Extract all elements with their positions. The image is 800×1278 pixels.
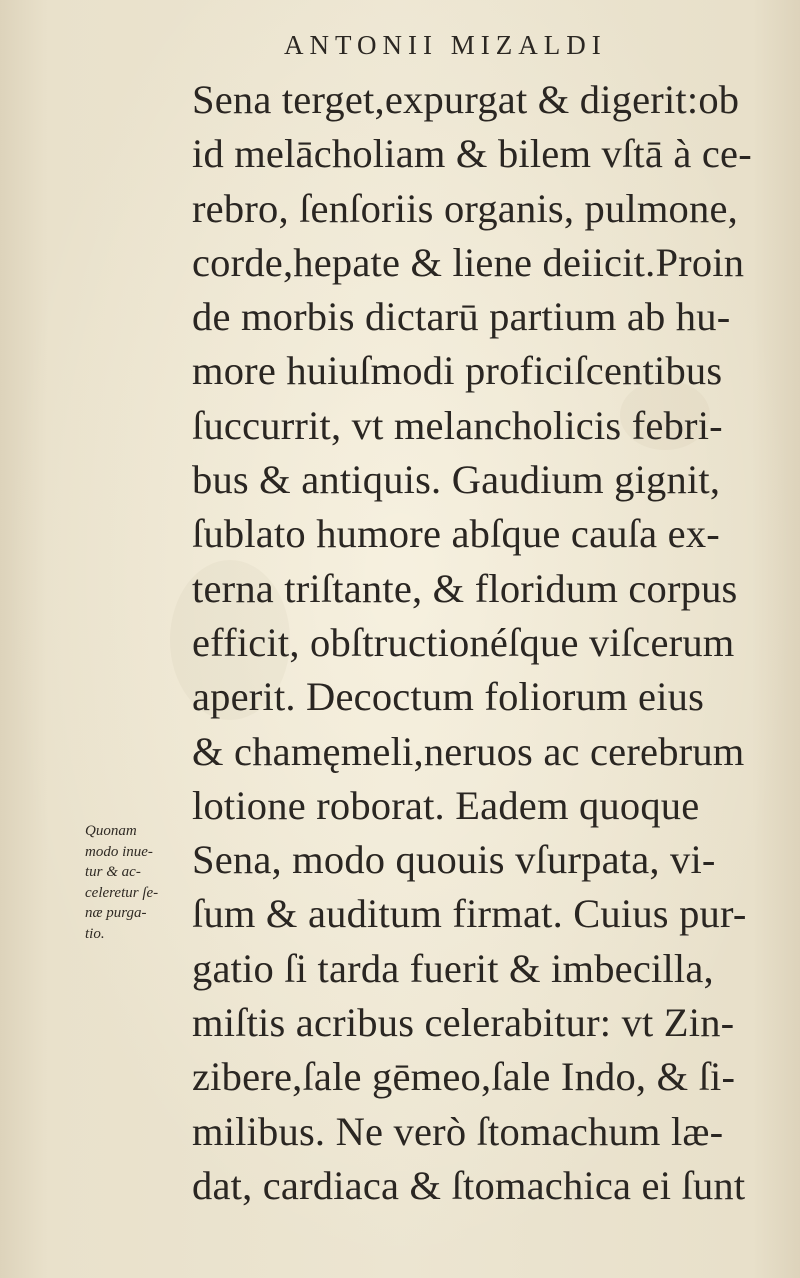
margin-note-line: modo inue- xyxy=(85,843,153,860)
text-line: bus & antiquis. Gaudium gignit, xyxy=(192,457,721,503)
text-line: efficit, obſtructionéſque viſcerum xyxy=(192,619,735,665)
margin-note-line: Quonam xyxy=(85,823,137,839)
text-line: terna triſtante, & floridum corpus xyxy=(192,565,738,611)
text-line: rebro, ſenſoriis organis, pulmone, xyxy=(192,185,738,231)
margin-note-line: celeretur ſe- xyxy=(85,884,159,901)
margin-note-line: tio. xyxy=(85,925,105,942)
text-line: ſuccurrit, vt melancholicis febri- xyxy=(192,402,723,448)
text-line: de morbis dictarū partium ab hu- xyxy=(192,294,731,340)
text-line: id melācholiam & bilem vſtā à ce- xyxy=(192,131,752,177)
text-line: lotione roborat. Eadem quoque xyxy=(192,782,700,828)
text-line: gatio ſi tarda fuerit & imbecilla, xyxy=(192,945,714,991)
text-line: & chamęmeli,neruos ac cerebrum xyxy=(192,728,745,774)
text-line: Sena terget,expurgat & digerit:ob xyxy=(192,77,740,122)
margin-note-line: næ purga- xyxy=(85,905,147,921)
margin-note xyxy=(85,821,185,944)
text-line: milibus. Ne verò ſtomachum læ- xyxy=(192,1108,724,1154)
text-line: aperit. Decoctum foliorum eius xyxy=(192,674,705,720)
text-line: more huiuſmodi proficiſcentibus xyxy=(192,348,723,394)
running-head: ANTONII MIZALDI xyxy=(284,30,607,60)
text-line: ſum & auditum firmat. Cuius pur- xyxy=(192,891,747,937)
main-text-block xyxy=(192,73,772,1213)
text-line: dat, cardiaca & ſtomachica ei ſunt xyxy=(192,1162,746,1208)
text-line: corde,hepate & liene deiicit.Proin xyxy=(192,239,745,285)
margin-note-line: tur & ac- xyxy=(85,864,141,880)
text-line: Sena, modo quouis vſurpata, vi- xyxy=(192,837,716,883)
text-line: miſtis acribus celerabitur: vt Zin- xyxy=(192,1000,735,1046)
text-line: zibere,ſale gēmeo,ſale Indo, & ſi- xyxy=(192,1054,736,1100)
text-line: ſublato humore abſque cauſa ex- xyxy=(192,511,720,557)
